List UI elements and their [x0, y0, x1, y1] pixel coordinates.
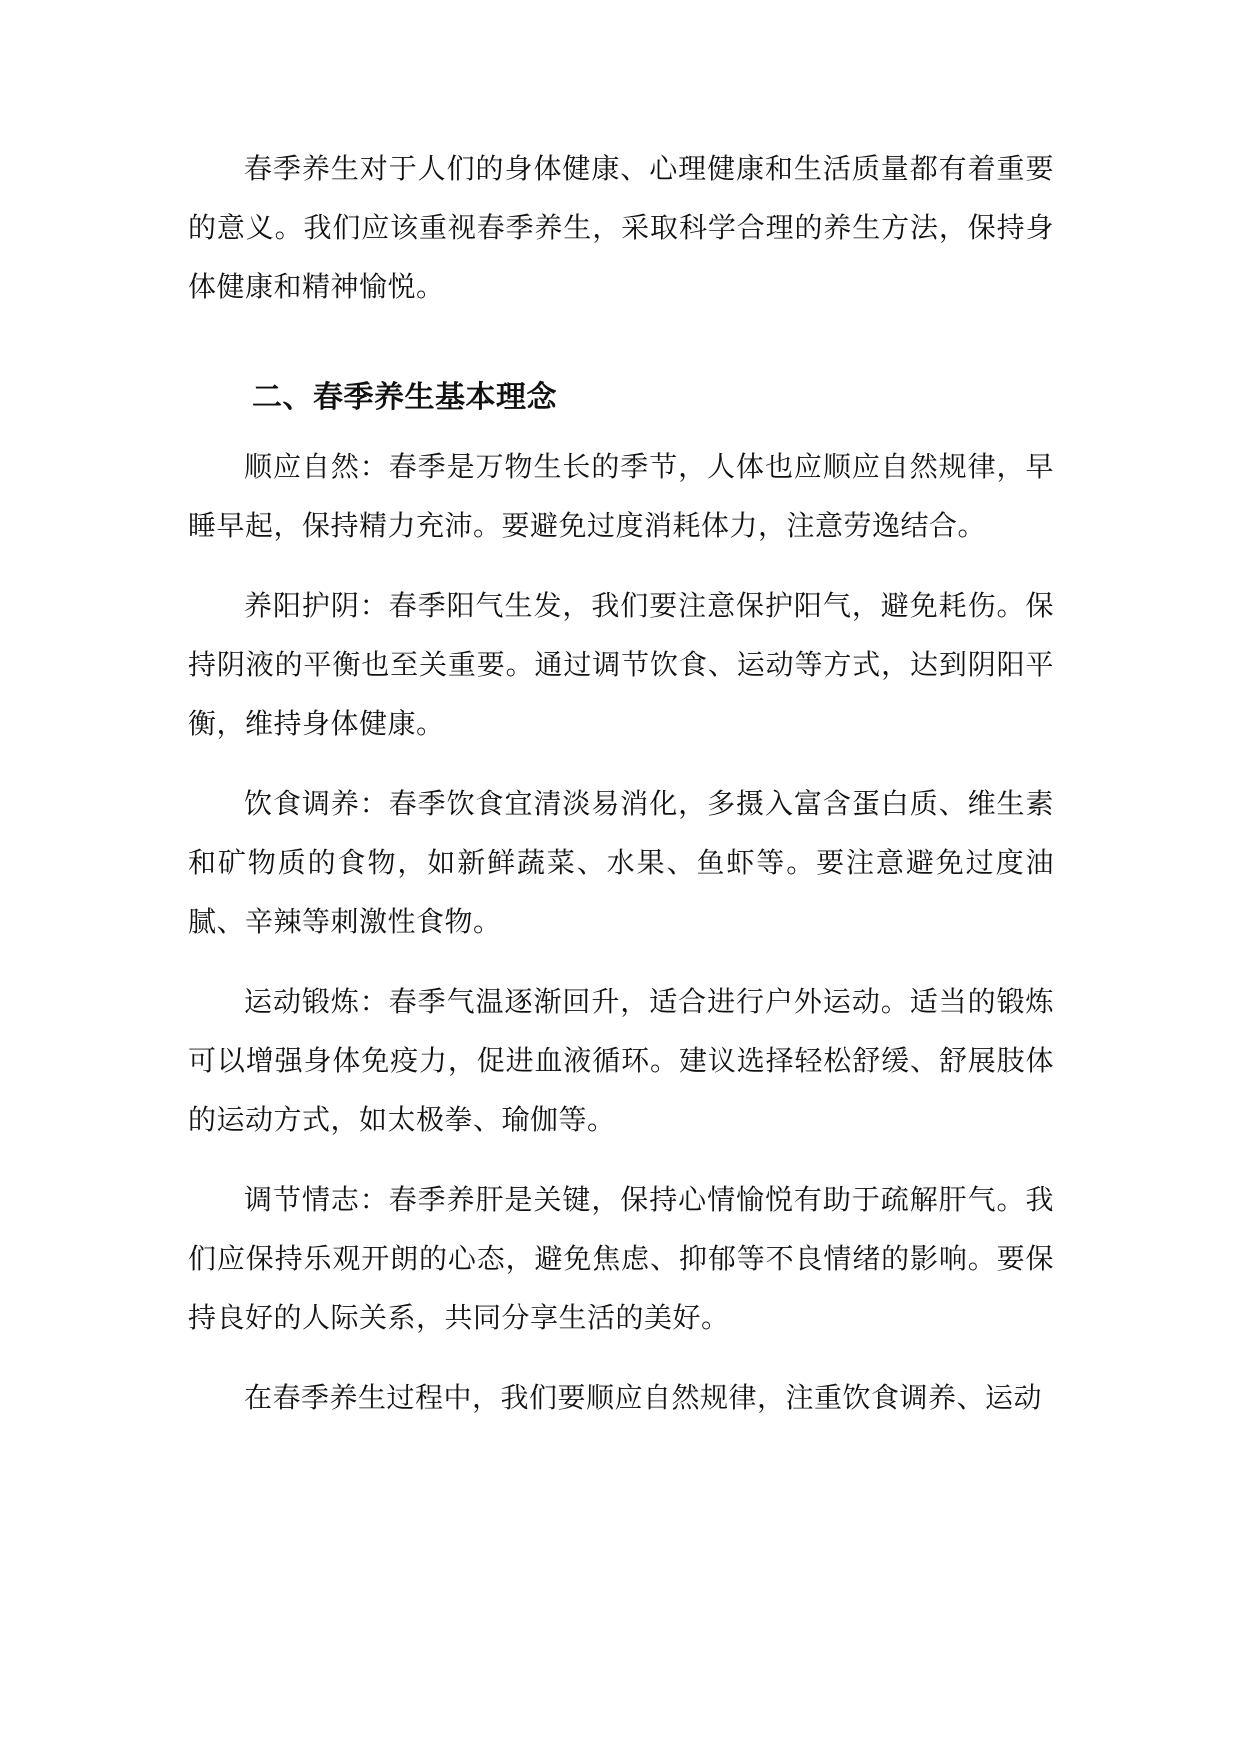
- paragraph-yin-yang: 养阳护阴：春季阳气生发，我们要注意保护阳气，避免耗伤。保持阴液的平衡也至关重要。通过调节饮食、运动等方式，达到阴阳平衡，维持身体健康。: [188, 589, 1054, 740]
- paragraph-exercise: 运动锻炼：春季气温逐渐回升，适合进行户外运动。适当的锻炼可以增强身体免疫力，促进血液循环。建议选择轻松舒缓、舒展肢体的运动方式，如太极拳、瑜伽等。: [188, 985, 1054, 1136]
- paragraph-natural: 顺应自然：春季是万物生长的季节，人体也应顺应自然规律，早睡早起，保持精力充沛。要避免过度消耗体力，注意劳逸结合。: [188, 450, 1054, 542]
- section-heading: 二、春季养生基本理念: [252, 380, 557, 415]
- paragraph-emotion: 调节情志：春季养肝是关键，保持心情愉悦有助于疏解肝气。我们应保持乐观开朗的心态，避免焦虑、抑郁等不良情绪的影响。要保持良好的人际关系，共同分享生活的美好。: [188, 1183, 1054, 1334]
- paragraph-summary: 在春季养生过程中，我们要顺应自然规律，注重饮食调养、运动: [244, 1381, 1043, 1414]
- section-spacer: [188, 316, 1054, 368]
- paragraph-diet: 饮食调养：春季饮食宜清淡易消化，多摄入富含蛋白质、维生素和矿物质的食物，如新鲜蔬菜、水果、鱼虾等。要注意避免过度油腻、辛辣等刺激性食物。: [188, 787, 1054, 938]
- intro-paragraph: 春季养生对于人们的身体健康、心理健康和生活质量都有着重要的意义。我们应该重视春季养生，采取科学合理的养生方法，保持身体健康和精神愉悦。: [188, 152, 1054, 303]
- document-body: [188, 139, 1054, 1427]
